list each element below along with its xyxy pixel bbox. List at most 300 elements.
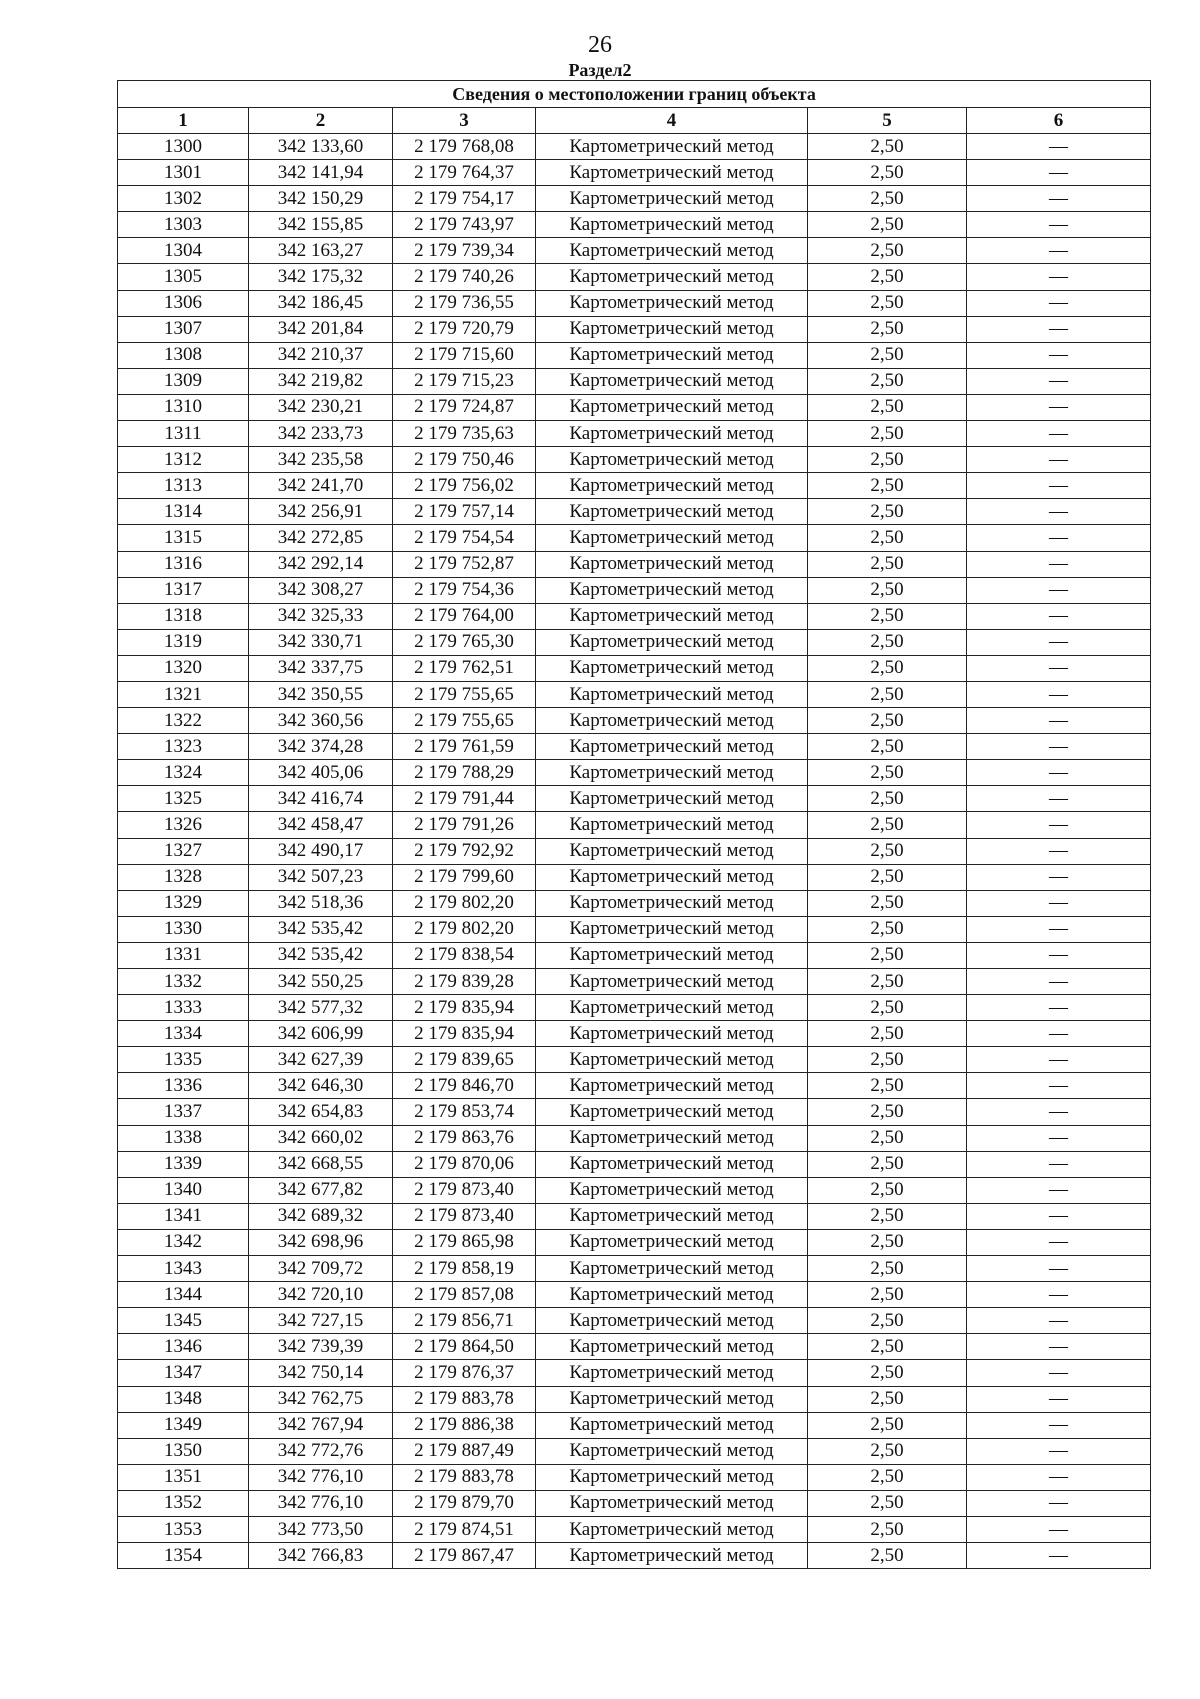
point-number-cell: 1334 [118,1021,249,1047]
method-cell: Картометрический метод [536,1151,808,1177]
point-number-cell: 1321 [118,681,249,707]
method-cell: Картометрический метод [536,1177,808,1203]
y-coordinate-cell: 2 179 756,02 [393,473,536,499]
description-cell: — [967,708,1151,734]
accuracy-cell: 2,50 [808,186,967,212]
column-header: 3 [393,108,536,134]
table-row [118,995,1151,1021]
x-coordinate-cell: 342 773,50 [249,1516,393,1542]
x-coordinate-cell: 342 660,02 [249,1125,393,1151]
method-cell: Картометрический метод [536,1438,808,1464]
method-cell: Картометрический метод [536,995,808,1021]
y-coordinate-cell: 2 179 752,87 [393,551,536,577]
accuracy-cell: 2,50 [808,1151,967,1177]
table-row [118,577,1151,603]
method-cell: Картометрический метод [536,264,808,290]
point-number-cell: 1318 [118,603,249,629]
y-coordinate-cell: 2 179 735,63 [393,421,536,447]
x-coordinate-cell: 342 150,29 [249,186,393,212]
x-coordinate-cell: 342 772,76 [249,1438,393,1464]
method-cell: Картометрический метод [536,681,808,707]
y-coordinate-cell: 2 179 879,70 [393,1490,536,1516]
method-cell: Картометрический метод [536,394,808,420]
x-coordinate-cell: 342 233,73 [249,421,393,447]
point-number-cell: 1312 [118,447,249,473]
table-row [118,1073,1151,1099]
description-cell: — [967,942,1151,968]
x-coordinate-cell: 342 518,36 [249,890,393,916]
y-coordinate-cell: 2 179 764,00 [393,603,536,629]
point-number-cell: 1338 [118,1125,249,1151]
x-coordinate-cell: 342 766,83 [249,1543,393,1569]
y-coordinate-cell: 2 179 762,51 [393,655,536,681]
point-number-cell: 1322 [118,708,249,734]
accuracy-cell: 2,50 [808,864,967,890]
x-coordinate-cell: 342 535,42 [249,942,393,968]
description-cell: — [967,186,1151,212]
accuracy-cell: 2,50 [808,1229,967,1255]
accuracy-cell: 2,50 [808,1047,967,1073]
accuracy-cell: 2,50 [808,1334,967,1360]
method-cell: Картометрический метод [536,890,808,916]
x-coordinate-cell: 342 458,47 [249,812,393,838]
point-number-cell: 1340 [118,1177,249,1203]
point-number-cell: 1327 [118,838,249,864]
point-number-cell: 1302 [118,186,249,212]
table-row [118,681,1151,707]
table-row [118,1464,1151,1490]
description-cell: — [967,1543,1151,1569]
table-row [118,342,1151,368]
point-number-cell: 1329 [118,890,249,916]
description-cell: — [967,264,1151,290]
accuracy-cell: 2,50 [808,212,967,238]
description-cell: — [967,447,1151,473]
point-number-cell: 1307 [118,316,249,342]
description-cell: — [967,499,1151,525]
method-cell: Картометрический метод [536,525,808,551]
method-cell: Картометрический метод [536,186,808,212]
point-number-cell: 1352 [118,1490,249,1516]
description-cell: — [967,238,1151,264]
y-coordinate-cell: 2 179 743,97 [393,212,536,238]
method-cell: Картометрический метод [536,577,808,603]
accuracy-cell: 2,50 [808,577,967,603]
accuracy-cell: 2,50 [808,942,967,968]
table-row [118,603,1151,629]
accuracy-cell: 2,50 [808,238,967,264]
method-cell: Картометрический метод [536,134,808,160]
section-title: Раздел2 [568,60,632,80]
point-number-cell: 1324 [118,760,249,786]
description-cell: — [967,1386,1151,1412]
method-cell: Картометрический метод [536,160,808,186]
accuracy-cell: 2,50 [808,290,967,316]
point-number-cell: 1305 [118,264,249,290]
x-coordinate-cell: 342 709,72 [249,1256,393,1282]
point-number-cell: 1317 [118,577,249,603]
method-cell: Картометрический метод [536,212,808,238]
accuracy-cell: 2,50 [808,1282,967,1308]
table-row [118,1021,1151,1047]
y-coordinate-cell: 2 179 876,37 [393,1360,536,1386]
accuracy-cell: 2,50 [808,1360,967,1386]
x-coordinate-cell: 342 668,55 [249,1151,393,1177]
x-coordinate-cell: 342 292,14 [249,551,393,577]
description-cell: — [967,655,1151,681]
point-number-cell: 1300 [118,134,249,160]
table-row [118,629,1151,655]
table-row [118,1438,1151,1464]
description-cell: — [967,1229,1151,1255]
accuracy-cell: 2,50 [808,394,967,420]
table-row [118,760,1151,786]
table-row [118,1386,1151,1412]
table-row [118,1516,1151,1542]
x-coordinate-cell: 342 272,85 [249,525,393,551]
method-cell: Картометрический метод [536,551,808,577]
accuracy-cell: 2,50 [808,995,967,1021]
column-header: 1 [118,108,249,134]
y-coordinate-cell: 2 179 715,23 [393,368,536,394]
x-coordinate-cell: 342 374,28 [249,734,393,760]
method-cell: Картометрический метод [536,1516,808,1542]
description-cell: — [967,890,1151,916]
method-cell: Картометрический метод [536,238,808,264]
description-cell: — [967,1412,1151,1438]
description-cell: — [967,1334,1151,1360]
x-coordinate-cell: 342 677,82 [249,1177,393,1203]
point-number-cell: 1325 [118,786,249,812]
description-cell: — [967,394,1151,420]
y-coordinate-cell: 2 179 883,78 [393,1464,536,1490]
point-number-cell: 1337 [118,1099,249,1125]
y-coordinate-cell: 2 179 874,51 [393,1516,536,1542]
accuracy-cell: 2,50 [808,1386,967,1412]
page-number: 26 [588,32,612,58]
accuracy-cell: 2,50 [808,681,967,707]
method-cell: Картометрический метод [536,447,808,473]
table-row [118,1256,1151,1282]
x-coordinate-cell: 342 325,33 [249,603,393,629]
method-cell: Картометрический метод [536,1543,808,1569]
method-cell: Картометрический метод [536,1047,808,1073]
y-coordinate-cell: 2 179 883,78 [393,1386,536,1412]
method-cell: Картометрический метод [536,1125,808,1151]
description-cell: — [967,551,1151,577]
x-coordinate-cell: 342 210,37 [249,342,393,368]
x-coordinate-cell: 342 550,25 [249,969,393,995]
y-coordinate-cell: 2 179 791,44 [393,786,536,812]
y-coordinate-cell: 2 179 838,54 [393,942,536,968]
point-number-cell: 1347 [118,1360,249,1386]
x-coordinate-cell: 342 235,58 [249,447,393,473]
y-coordinate-cell: 2 179 768,08 [393,134,536,160]
point-number-cell: 1348 [118,1386,249,1412]
point-number-cell: 1344 [118,1282,249,1308]
description-cell: — [967,1099,1151,1125]
method-cell: Картометрический метод [536,838,808,864]
method-cell: Картометрический метод [536,786,808,812]
table-row [118,447,1151,473]
accuracy-cell: 2,50 [808,1203,967,1229]
point-number-cell: 1319 [118,629,249,655]
description-cell: — [967,838,1151,864]
y-coordinate-cell: 2 179 761,59 [393,734,536,760]
point-number-cell: 1333 [118,995,249,1021]
x-coordinate-cell: 342 175,32 [249,264,393,290]
method-cell: Картометрический метод [536,290,808,316]
accuracy-cell: 2,50 [808,786,967,812]
point-number-cell: 1326 [118,812,249,838]
method-cell: Картометрический метод [536,342,808,368]
table-row [118,1151,1151,1177]
method-cell: Картометрический метод [536,1464,808,1490]
description-cell: — [967,290,1151,316]
method-cell: Картометрический метод [536,629,808,655]
description-cell: — [967,421,1151,447]
accuracy-cell: 2,50 [808,1177,967,1203]
point-number-cell: 1314 [118,499,249,525]
y-coordinate-cell: 2 179 765,30 [393,629,536,655]
point-number-cell: 1346 [118,1334,249,1360]
description-cell: — [967,1256,1151,1282]
y-coordinate-cell: 2 179 799,60 [393,864,536,890]
method-cell: Картометрический метод [536,969,808,995]
description-cell: — [967,629,1151,655]
table-body [118,134,1151,1569]
method-cell: Картометрический метод [536,603,808,629]
point-number-cell: 1343 [118,1256,249,1282]
accuracy-cell: 2,50 [808,1125,967,1151]
description-cell: — [967,603,1151,629]
table-row [118,551,1151,577]
method-cell: Картометрический метод [536,1308,808,1334]
y-coordinate-cell: 2 179 835,94 [393,1021,536,1047]
x-coordinate-cell: 342 535,42 [249,916,393,942]
accuracy-cell: 2,50 [808,525,967,551]
y-coordinate-cell: 2 179 886,38 [393,1412,536,1438]
description-cell: — [967,1438,1151,1464]
method-cell: Картометрический метод [536,1021,808,1047]
table-row [118,499,1151,525]
table-row [118,1308,1151,1334]
point-number-cell: 1341 [118,1203,249,1229]
x-coordinate-cell: 342 654,83 [249,1099,393,1125]
description-cell: — [967,1125,1151,1151]
method-cell: Картометрический метод [536,499,808,525]
y-coordinate-cell: 2 179 802,20 [393,890,536,916]
y-coordinate-cell: 2 179 724,87 [393,394,536,420]
table-row [118,864,1151,890]
column-header: 6 [967,108,1151,134]
method-cell: Картометрический метод [536,734,808,760]
table-row [118,708,1151,734]
description-cell: — [967,1464,1151,1490]
point-number-cell: 1315 [118,525,249,551]
description-cell: — [967,525,1151,551]
method-cell: Картометрический метод [536,760,808,786]
point-number-cell: 1350 [118,1438,249,1464]
column-header: 4 [536,108,808,134]
description-cell: — [967,368,1151,394]
x-coordinate-cell: 342 405,06 [249,760,393,786]
y-coordinate-cell: 2 179 858,19 [393,1256,536,1282]
x-coordinate-cell: 342 350,55 [249,681,393,707]
x-coordinate-cell: 342 360,56 [249,708,393,734]
method-cell: Картометрический метод [536,368,808,394]
table-row [118,238,1151,264]
accuracy-cell: 2,50 [808,342,967,368]
accuracy-cell: 2,50 [808,734,967,760]
x-coordinate-cell: 342 627,39 [249,1047,393,1073]
table-row [118,734,1151,760]
x-coordinate-cell: 342 750,14 [249,1360,393,1386]
y-coordinate-cell: 2 179 754,36 [393,577,536,603]
accuracy-cell: 2,50 [808,1543,967,1569]
x-coordinate-cell: 342 727,15 [249,1308,393,1334]
table-row [118,812,1151,838]
table-row [118,786,1151,812]
y-coordinate-cell: 2 179 736,55 [393,290,536,316]
point-number-cell: 1313 [118,473,249,499]
y-coordinate-cell: 2 179 856,71 [393,1308,536,1334]
x-coordinate-cell: 342 330,71 [249,629,393,655]
table-row [118,212,1151,238]
description-cell: — [967,1203,1151,1229]
x-coordinate-cell: 342 490,17 [249,838,393,864]
accuracy-cell: 2,50 [808,264,967,290]
y-coordinate-cell: 2 179 835,94 [393,995,536,1021]
accuracy-cell: 2,50 [808,1464,967,1490]
accuracy-cell: 2,50 [808,1412,967,1438]
point-number-cell: 1304 [118,238,249,264]
x-coordinate-cell: 342 256,91 [249,499,393,525]
point-number-cell: 1308 [118,342,249,368]
table-row [118,473,1151,499]
x-coordinate-cell: 342 606,99 [249,1021,393,1047]
accuracy-cell: 2,50 [808,812,967,838]
y-coordinate-cell: 2 179 757,14 [393,499,536,525]
method-cell: Картометрический метод [536,708,808,734]
method-cell: Картометрический метод [536,316,808,342]
x-coordinate-cell: 342 416,74 [249,786,393,812]
description-cell: — [967,734,1151,760]
description-cell: — [967,1177,1151,1203]
method-cell: Картометрический метод [536,942,808,968]
x-coordinate-cell: 342 201,84 [249,316,393,342]
accuracy-cell: 2,50 [808,916,967,942]
accuracy-cell: 2,50 [808,1438,967,1464]
method-cell: Картометрический метод [536,916,808,942]
table-row [118,838,1151,864]
x-coordinate-cell: 342 133,60 [249,134,393,160]
y-coordinate-cell: 2 179 802,20 [393,916,536,942]
table-row [118,368,1151,394]
y-coordinate-cell: 2 179 839,28 [393,969,536,995]
x-coordinate-cell: 342 720,10 [249,1282,393,1308]
method-cell: Картометрический метод [536,1282,808,1308]
y-coordinate-cell: 2 179 764,37 [393,160,536,186]
accuracy-cell: 2,50 [808,368,967,394]
y-coordinate-cell: 2 179 867,47 [393,1543,536,1569]
description-cell: — [967,1073,1151,1099]
point-number-cell: 1339 [118,1151,249,1177]
accuracy-cell: 2,50 [808,499,967,525]
accuracy-cell: 2,50 [808,316,967,342]
method-cell: Картометрический метод [536,812,808,838]
column-header: 5 [808,108,967,134]
point-number-cell: 1332 [118,969,249,995]
accuracy-cell: 2,50 [808,421,967,447]
accuracy-cell: 2,50 [808,447,967,473]
x-coordinate-cell: 342 219,82 [249,368,393,394]
table-row [118,1099,1151,1125]
table-row [118,916,1151,942]
accuracy-cell: 2,50 [808,655,967,681]
accuracy-cell: 2,50 [808,1073,967,1099]
point-number-cell: 1353 [118,1516,249,1542]
x-coordinate-cell: 342 155,85 [249,212,393,238]
description-cell: — [967,1151,1151,1177]
table-row [118,1282,1151,1308]
accuracy-cell: 2,50 [808,551,967,577]
point-number-cell: 1311 [118,421,249,447]
y-coordinate-cell: 2 179 853,74 [393,1099,536,1125]
y-coordinate-cell: 2 179 857,08 [393,1282,536,1308]
method-cell: Картометрический метод [536,1203,808,1229]
y-coordinate-cell: 2 179 720,79 [393,316,536,342]
description-cell: — [967,342,1151,368]
x-coordinate-cell: 342 186,45 [249,290,393,316]
point-number-cell: 1301 [118,160,249,186]
y-coordinate-cell: 2 179 715,60 [393,342,536,368]
method-cell: Картометрический метод [536,1412,808,1438]
method-cell: Картометрический метод [536,1099,808,1125]
point-number-cell: 1303 [118,212,249,238]
table-row [118,134,1151,160]
table-row [118,1490,1151,1516]
description-cell: — [967,1282,1151,1308]
method-cell: Картометрический метод [536,1073,808,1099]
table-caption-row [118,81,1151,108]
y-coordinate-cell: 2 179 865,98 [393,1229,536,1255]
point-number-cell: 1351 [118,1464,249,1490]
y-coordinate-cell: 2 179 870,06 [393,1151,536,1177]
table-row [118,890,1151,916]
description-cell: — [967,969,1151,995]
point-number-cell: 1323 [118,734,249,760]
description-cell: — [967,786,1151,812]
table-row [118,1203,1151,1229]
x-coordinate-cell: 342 776,10 [249,1464,393,1490]
accuracy-cell: 2,50 [808,629,967,655]
accuracy-cell: 2,50 [808,1490,967,1516]
description-cell: — [967,316,1151,342]
y-coordinate-cell: 2 179 788,29 [393,760,536,786]
description-cell: — [967,760,1151,786]
table-row [118,1543,1151,1569]
x-coordinate-cell: 342 141,94 [249,160,393,186]
accuracy-cell: 2,50 [808,1516,967,1542]
accuracy-cell: 2,50 [808,760,967,786]
y-coordinate-cell: 2 179 873,40 [393,1177,536,1203]
method-cell: Картометрический метод [536,1490,808,1516]
y-coordinate-cell: 2 179 754,17 [393,186,536,212]
y-coordinate-cell: 2 179 755,65 [393,708,536,734]
x-coordinate-cell: 342 507,23 [249,864,393,890]
y-coordinate-cell: 2 179 755,65 [393,681,536,707]
